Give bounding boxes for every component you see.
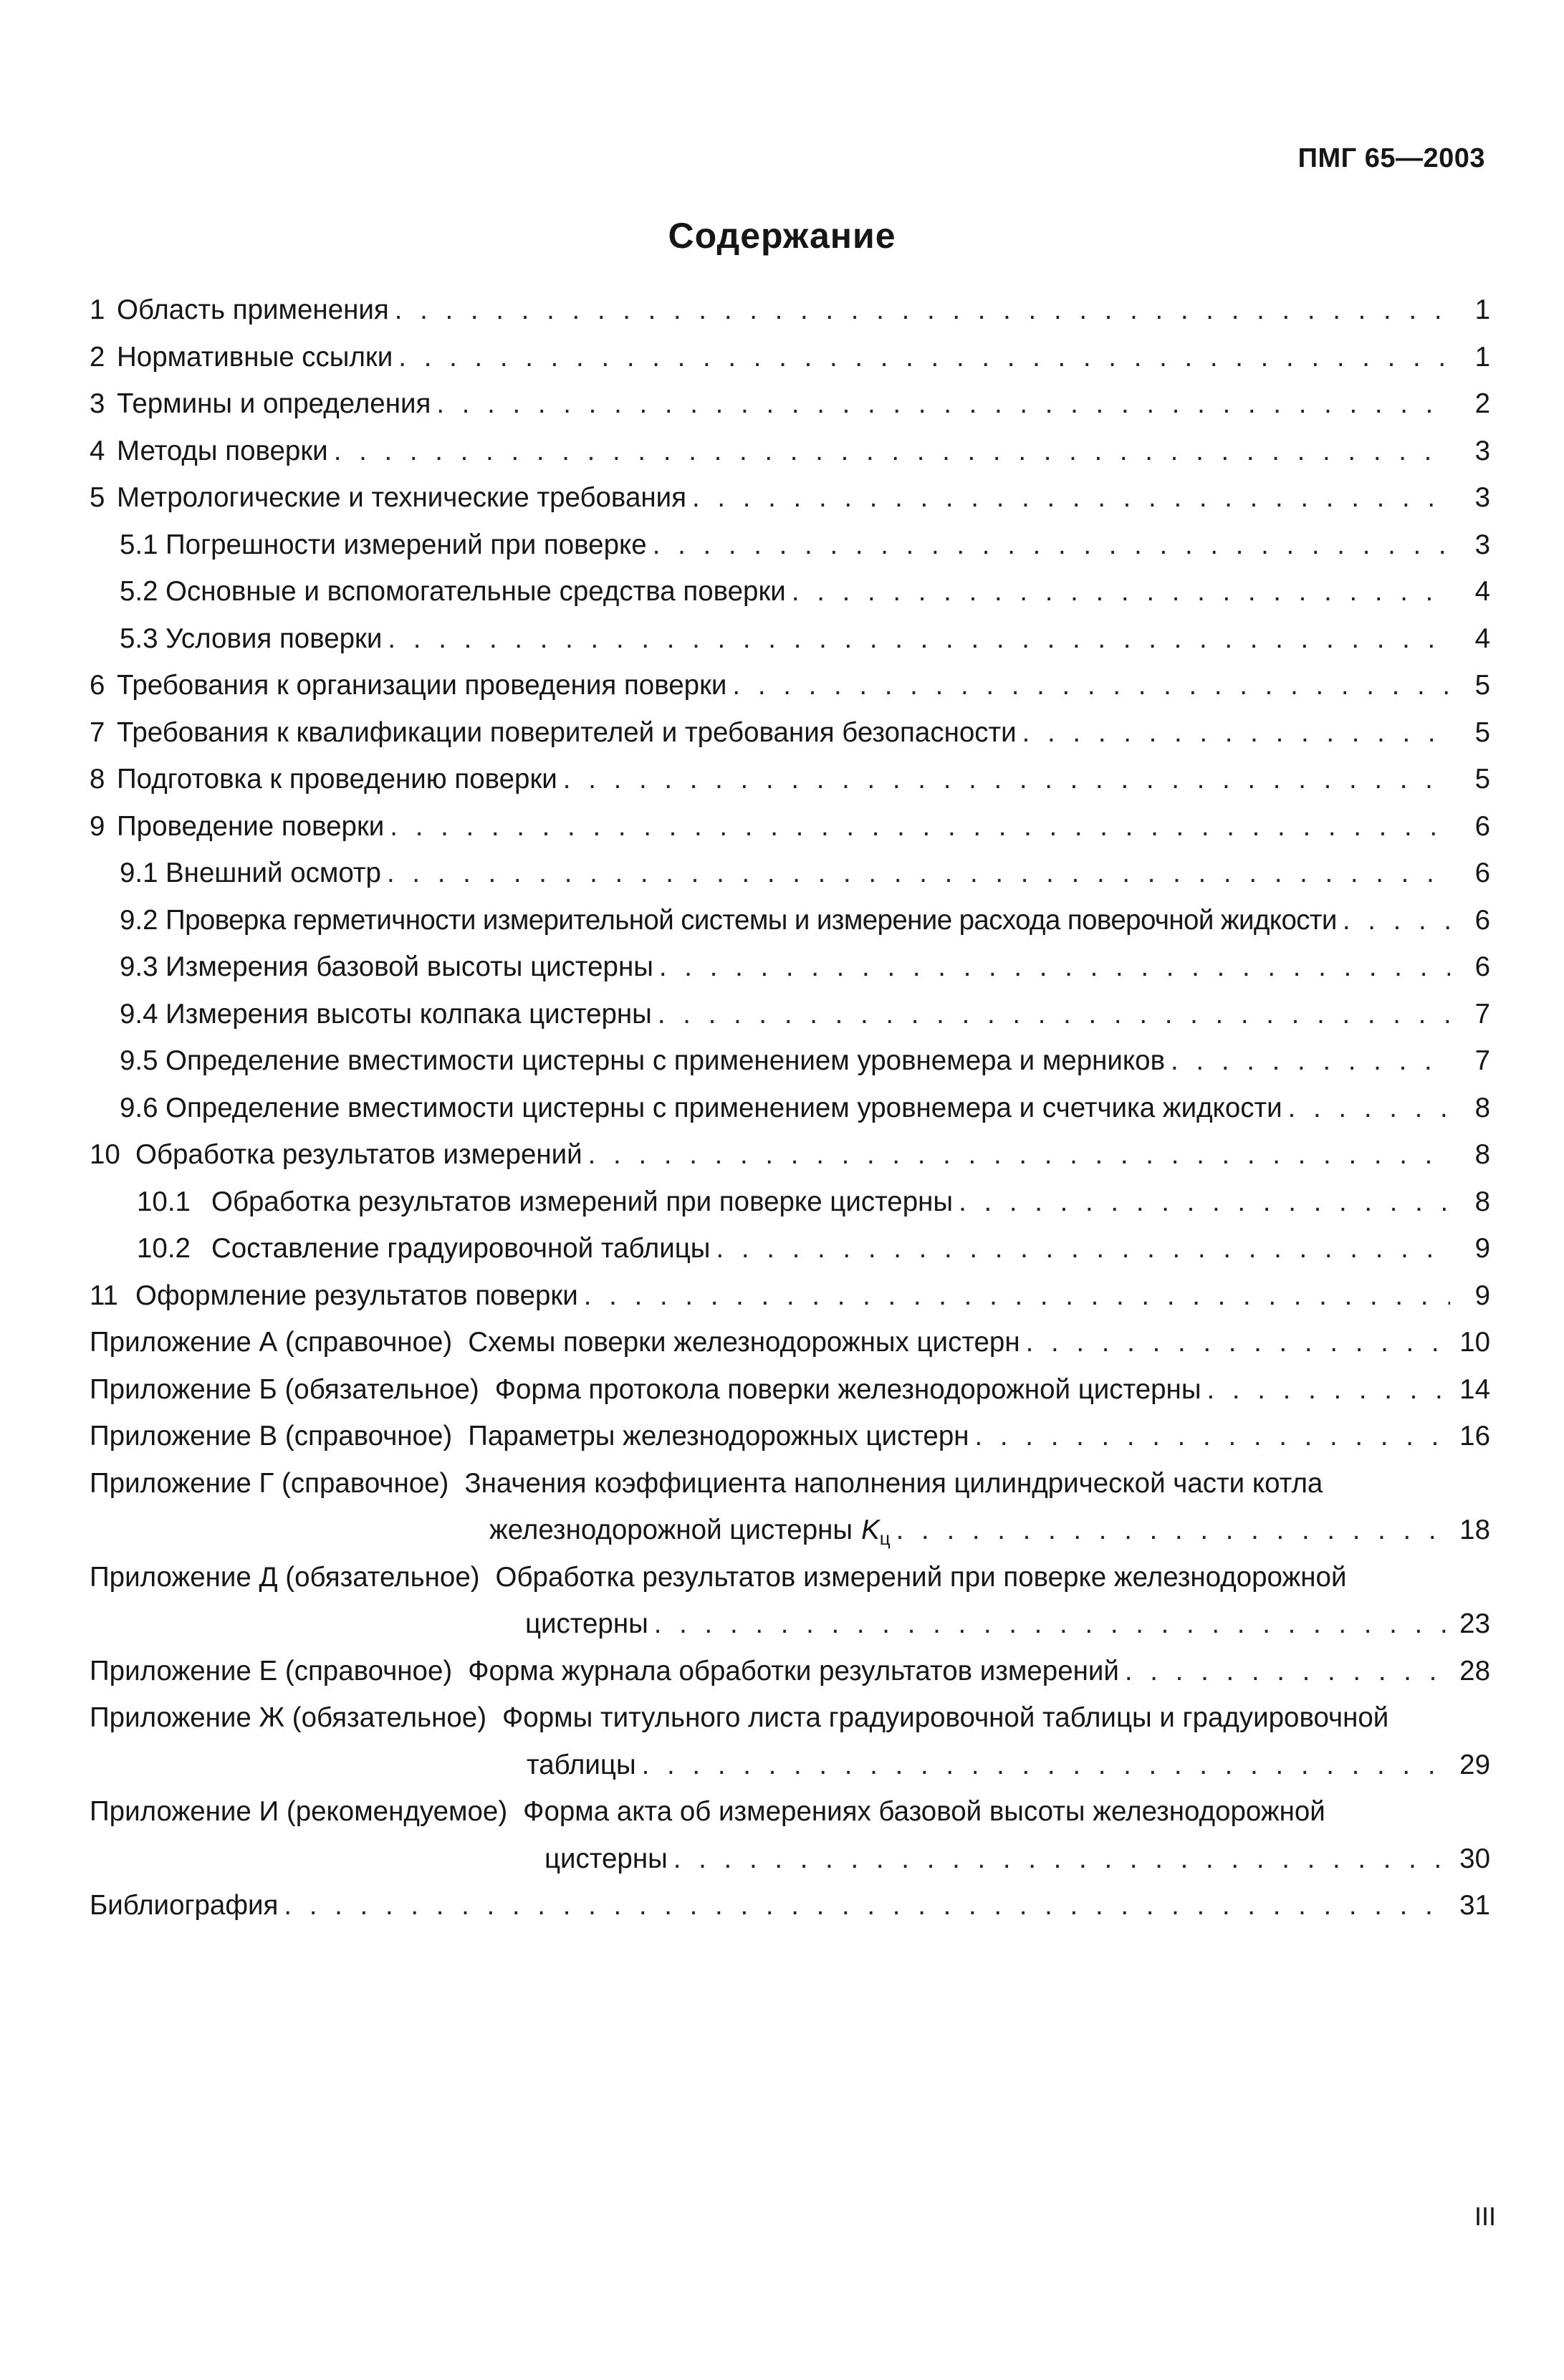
dot-leader [1288,1085,1450,1132]
toc-entry-label: Требования к организации проведения поверки [117,670,727,701]
toc-entry[interactable] [90,474,1490,522]
toc-entry-number: 2 [90,341,105,373]
toc-entry-number: 9.1 [120,858,158,888]
table-of-contents [90,287,1490,1929]
toc-entry-label: Область применения [117,294,389,325]
toc-entry-page: 5 [1474,764,1490,795]
dot-leader [642,1742,1450,1789]
toc-entry-number: 1 [90,294,105,325]
toc-entry-label: Нормативные ссылки [117,341,393,373]
toc-entry-label: Условия поверки [165,623,383,654]
dot-leader [975,1413,1450,1460]
toc-entry-label: Измерения высоты колпака цистерны [165,998,652,1030]
dot-leader [1125,1648,1450,1695]
toc-entry[interactable] [90,428,1490,475]
toc-entry-page: 3 [1474,482,1490,513]
toc-entry-label: Обработка результатов измерений при поверке цистерны [211,1186,954,1217]
toc-entry-number: 4 [90,435,105,466]
toc-subentry[interactable] [90,1085,1490,1132]
dot-leader [563,756,1450,803]
toc-entry-number: 6 [90,670,105,701]
toc-entry-number: 7 [90,716,105,748]
toc-entry[interactable] [90,287,1490,334]
toc-subentry[interactable] [90,522,1490,569]
toc-entry-number: 9.6 [120,1092,158,1123]
toc-entry-number: 5 [90,482,105,513]
dot-leader [792,568,1450,615]
toc-entry-number: 9.5 [120,1045,158,1076]
dot-leader [896,1507,1450,1554]
dot-leader [1026,1319,1450,1366]
toc-entry[interactable] [90,1272,1490,1320]
toc-entry-page: 3 [1474,435,1490,466]
toc-entry-page: 8 [1474,1092,1490,1123]
toc-entry-label: Форма протокола поверки железнодорожной цистерны [494,1373,1201,1405]
toc-entry-label: Значения коэффициента наполнения цилиндрической части котла [464,1467,1323,1499]
toc-entry[interactable] [90,334,1490,381]
toc-entry-page: 14 [1459,1373,1490,1405]
toc-entry-page: 8 [1474,1186,1490,1217]
toc-subentry[interactable] [90,991,1490,1038]
toc-entry-number: 9.4 [120,998,158,1030]
toc-entry-label: Погрешности измерений при поверке [165,529,647,560]
toc-entry-number: 10 [90,1139,120,1170]
dot-leader [716,1225,1450,1272]
toc-entry[interactable] [90,662,1490,709]
toc-entry-page: 1 [1474,341,1490,373]
dot-leader [659,944,1450,991]
dot-leader [654,1601,1450,1648]
toc-appendix[interactable] [90,1648,1490,1695]
toc-entry-page: 5 [1474,670,1490,701]
dot-leader [588,1131,1450,1179]
dot-leader [436,380,1450,428]
toc-entry-label: Требования к квалификации поверителей и требования безопасности [117,716,1017,748]
toc-subentry[interactable] [90,850,1490,897]
document-code: ПМГ 65—2003 [1297,143,1485,173]
toc-entry-label-continued: цистерны [544,1843,668,1874]
toc-entry-page: 23 [1459,1608,1490,1639]
toc-entry-page: 7 [1474,1045,1490,1076]
toc-entry-label: Внешний осмотр [165,858,381,888]
appendix-designation: Приложение В (справочное) [90,1421,453,1451]
appendix-designation: Приложение Б (обязательное) [90,1373,479,1405]
symbol-k: K [861,1515,880,1545]
toc-subentry[interactable] [90,1179,1490,1226]
toc-entry-page: 4 [1474,623,1490,654]
dot-leader [388,615,1450,663]
dot-leader [334,428,1450,475]
toc-entry-page: 6 [1474,951,1490,982]
toc-appendix[interactable] [90,1694,1490,1788]
toc-appendix[interactable] [90,1319,1490,1366]
toc-appendix[interactable] [90,1413,1490,1460]
symbol-subscript: ц [879,1527,891,1549]
toc-entry-number: 9 [90,810,105,842]
toc-entry-label: Определение вместимости цистерны с применением уровнемера и счетчика жидкости [165,1092,1282,1123]
dot-leader [732,662,1450,709]
toc-entry-page: 6 [1474,810,1490,842]
toc-entry-page: 6 [1474,904,1490,936]
toc-entry-page: 29 [1459,1749,1490,1780]
dot-leader [1171,1037,1450,1085]
toc-entry-label-continued: таблицы [527,1749,636,1780]
toc-entry-page: 18 [1459,1515,1490,1545]
toc-entry-page: 31 [1459,1890,1490,1921]
toc-entry-label: Измерения базовой высоты цистерны [165,951,653,982]
toc-entry-label-continued: железнодорожной цистерны [489,1515,853,1545]
toc-entry-page: 9 [1474,1280,1490,1311]
toc-entry-label: Проведение поверки [117,810,385,842]
toc-entry-label: Методы поверки [117,435,328,466]
toc-entry[interactable] [90,1131,1490,1179]
toc-entry-label: Термины и определения [117,388,431,419]
toc-entry[interactable] [90,380,1490,428]
toc-subentry[interactable] [90,1037,1490,1085]
toc-entry-label: Оформление результатов поверки [135,1280,578,1311]
toc-entry-label: Основные и вспомогательные средства поверки [165,576,786,607]
dot-leader [284,1882,1450,1929]
toc-entry-page: 28 [1459,1655,1490,1686]
dot-leader [398,334,1450,381]
toc-entry-label: Формы титульного листа градуировочной таблицы и градуировочной [502,1702,1389,1733]
toc-entry-page: 30 [1459,1843,1490,1874]
toc-subentry[interactable] [90,615,1490,663]
toc-entry[interactable] [90,709,1490,757]
toc-entry-label: Определение вместимости цистерны с применением уровнемера и мерников [165,1045,1166,1076]
dot-leader [584,1272,1450,1320]
toc-entry-number: 10.2 [137,1233,191,1264]
toc-entry-label: Подготовка к проведению поверки [117,764,557,795]
toc-appendix[interactable] [90,1460,1490,1554]
appendix-designation: Приложение А (справочное) [90,1327,453,1358]
appendix-designation: Приложение Ж (обязательное) [90,1702,487,1733]
toc-subentry[interactable] [90,897,1490,944]
toc-entry-number: 3 [90,388,105,419]
toc-entry-label: Проверка герметичности измерительной системы и измерение расхода поверочной жидкости [165,904,1337,936]
toc-appendix[interactable] [90,1554,1490,1648]
toc-entry-page: 2 [1474,388,1490,419]
toc-subentry[interactable] [90,944,1490,991]
dot-leader [692,474,1450,522]
appendix-designation: Приложение Д (обязательное) [90,1561,480,1593]
dot-leader [1207,1366,1451,1414]
dot-leader [959,1179,1450,1226]
toc-entry-page: 9 [1474,1233,1490,1264]
toc-subentry[interactable] [90,1225,1490,1272]
dot-leader [387,850,1450,897]
dot-leader [1343,897,1450,944]
toc-subentry[interactable] [90,568,1490,615]
toc-entry-label: Метрологические и технические требования [117,482,686,513]
toc-entry-page: 3 [1474,529,1490,560]
toc-entry-label: Параметры железнодорожных цистерн [468,1421,969,1451]
dot-leader [673,1836,1450,1883]
toc-entry-label: Библиография [90,1890,279,1921]
toc-entry[interactable] [90,803,1490,850]
toc-entry-number: 5.3 [120,623,158,654]
toc-entry-number: 5.1 [120,529,158,560]
toc-entry-page: 6 [1474,858,1490,888]
toc-entry-bibliography[interactable] [90,1882,1490,1929]
toc-entry-label: Обработка результатов измерений [135,1139,582,1170]
toc-entry-page: 4 [1474,576,1490,607]
toc-entry[interactable] [90,756,1490,803]
toc-entry-page: 1 [1474,294,1490,325]
dot-leader [658,991,1450,1038]
toc-entry-label: Обработка результатов измерений при поверке железнодорожной [495,1561,1347,1593]
toc-entry-label: Схемы поверки железнодорожных цистерн [468,1327,1020,1358]
dot-leader [653,522,1450,569]
appendix-designation: Приложение И (рекомендуемое) [90,1796,508,1827]
appendix-designation: Приложение Г (справочное) [90,1467,449,1499]
toc-appendix[interactable] [90,1788,1490,1882]
toc-entry-label: Составление градуировочной таблицы [211,1233,711,1264]
toc-entry-page: 10 [1459,1327,1490,1358]
dot-leader [1022,709,1450,757]
toc-entry-label: Форма журнала обработки результатов измерений [468,1655,1119,1686]
toc-entry-page: 8 [1474,1139,1490,1170]
toc-entry-page: 5 [1474,716,1490,748]
dot-leader [390,803,1450,850]
page-number: III [1474,2202,1496,2231]
toc-entry-number: 9.3 [120,951,158,982]
toc-entry-page: 7 [1474,998,1490,1030]
toc-appendix[interactable] [90,1366,1490,1414]
toc-entry-label: Форма акта об измерениях базовой высоты железнодорожной [523,1796,1325,1827]
toc-entry-number: 11 [90,1280,118,1311]
toc-entry-number: 10.1 [137,1186,191,1217]
toc-entry-number: 9.2 [120,904,158,936]
toc-entry-number: 8 [90,764,105,795]
dot-leader [395,287,1450,334]
appendix-designation: Приложение Е (справочное) [90,1655,453,1686]
toc-entry-page: 16 [1459,1421,1490,1451]
toc-entry-number: 5.2 [120,576,158,607]
page-title: Содержание [668,216,896,256]
toc-entry-label-continued: цистерны [525,1608,648,1639]
